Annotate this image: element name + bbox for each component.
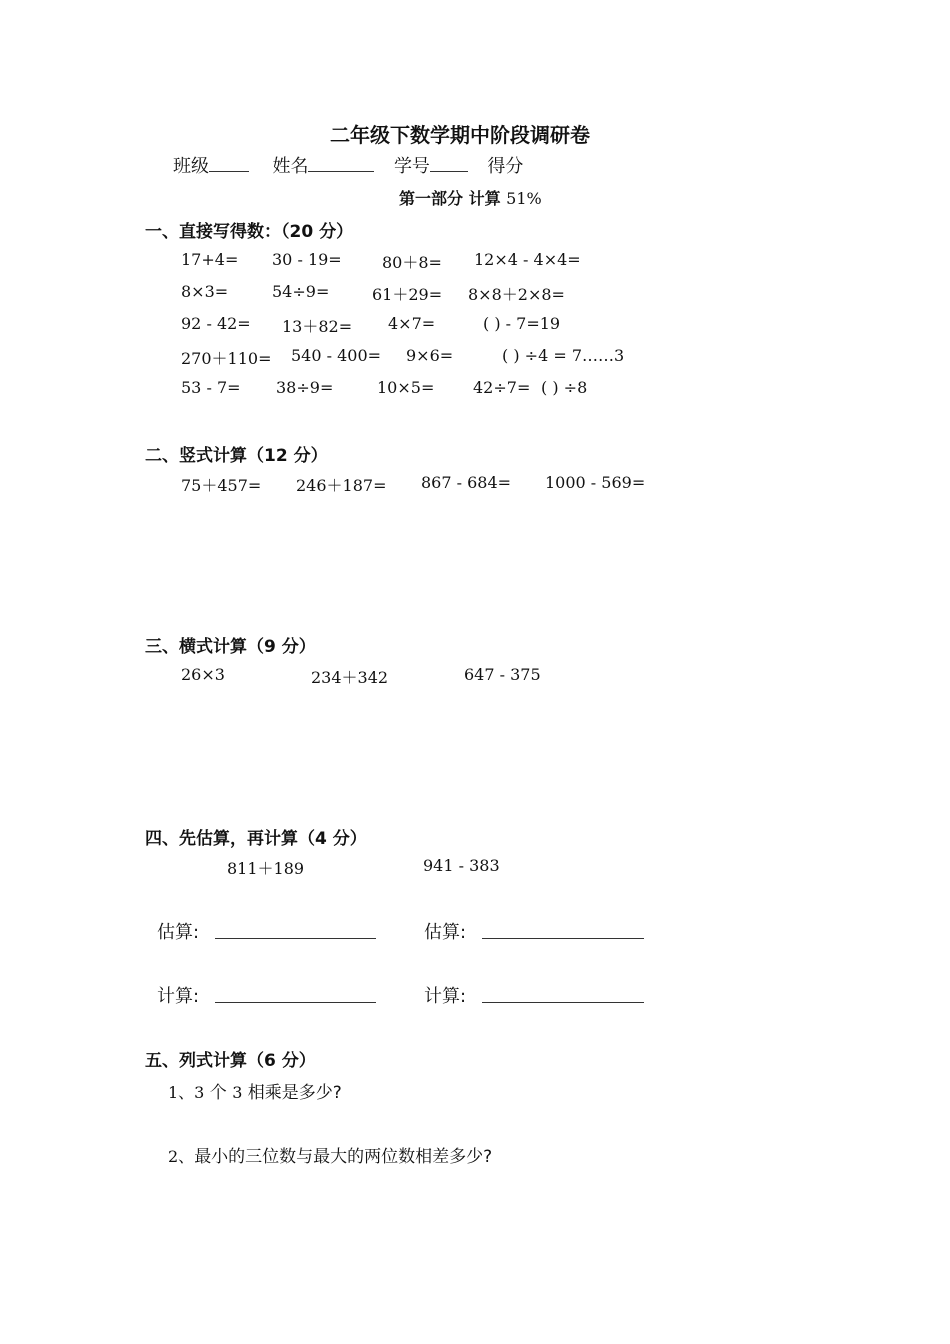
estimate-row-1 [157,918,199,944]
compute-label-1: 计算: [157,986,200,1007]
s1-r5-c3: 10×5= [377,378,435,397]
s1-r2-c3: 61＋29= [372,285,443,304]
s5-question-1 [168,1078,342,1103]
class-blank[interactable] [209,171,249,172]
estimate-blank-1[interactable] [215,938,376,939]
estimate-label-1: 估算: [157,922,200,943]
s1-r5-c4: 42÷7= [473,378,531,397]
q1-text2: 相乘是多少? [247,1083,342,1103]
estimate-label-2: 估算: [424,922,467,943]
s1-r4-c4[interactable]: ( ) ÷4 = 7……3 [502,346,625,365]
q1-num2: 3 [232,1083,243,1102]
s2-item-1: 75＋457= [181,476,262,495]
class-label: 班级 [173,156,209,177]
compute-row-2 [424,982,466,1008]
q2-num: 2、 [168,1147,195,1166]
s1-r2-c4: 8×8＋2×8= [468,285,565,304]
s3-item-2: 234＋342 [311,668,389,687]
s1-r4-c1: 270＋110= [181,349,272,368]
s1-r2-c1: 8×3= [181,282,229,301]
q1-text: 个 [209,1083,227,1103]
page-title: 二年级下数学期中阶段调研卷 [330,123,590,147]
info-line [173,152,523,178]
s1-r4-c3: 9×6= [406,346,454,365]
s5-question-2 [168,1142,492,1167]
compute-label-2: 计算: [424,986,467,1007]
estimate-row-2 [424,918,466,944]
compute-blank-2[interactable] [482,1002,644,1003]
s4-item-1: 811＋189 [227,859,305,878]
estimate-blank-2[interactable] [482,938,644,939]
s1-r1-c4: 12×4 - 4×4= [474,250,581,269]
s2-item-4: 1000 - 569= [545,473,646,492]
q2-text: 最小的三位数与最大的两位数相差多少? [194,1147,493,1167]
s1-r1-c1: 17+4= [181,250,239,269]
section3-heading: 三、横式计算（9 分） [145,637,316,657]
s1-r4-c2: 540 - 400= [291,346,382,365]
name-label: 姓名 [272,156,309,177]
compute-blank-1[interactable] [215,1002,376,1003]
s2-item-2: 246＋187= [296,476,387,495]
part1-title: 第一部分 计算 [399,189,501,208]
s1-r3-c3: 4×7= [388,314,436,333]
s3-item-1: 26×3 [181,665,225,684]
s1-r3-c4[interactable]: ( ) - 7=19 [483,314,561,333]
section4-heading: 四、先估算，再计算（4 分） [145,829,367,849]
s1-r3-c1: 92 - 42= [181,314,251,333]
score-label: 得分 [487,156,524,177]
name-blank[interactable] [308,171,374,172]
q1-num: 1、3 [168,1083,205,1102]
compute-row-1 [157,982,199,1008]
s1-r5-c1: 53 - 7= [181,378,241,397]
s4-item-2: 941 - 383 [423,856,500,875]
s2-item-3: 867 - 684= [421,473,512,492]
s1-r5-c5[interactable]: ( ) ÷8 [541,378,588,397]
s1-r5-c2: 38÷9= [276,378,334,397]
id-blank[interactable] [430,171,468,172]
s1-r3-c2: 13＋82= [282,317,353,336]
part1-percent: 51% [506,189,542,208]
part1-heading [399,186,542,209]
s3-item-3: 647 - 375 [464,665,541,684]
s1-r1-c2: 30 - 19= [272,250,342,269]
s1-r1-c3: 80＋8= [382,253,442,272]
s1-r2-c2: 54÷9= [272,282,330,301]
id-label: 学号 [393,156,430,177]
section2-heading: 二、竖式计算（12 分） [145,446,328,466]
section1-heading: 一、直接写得数：（20 分） [145,222,354,242]
section5-heading: 五、列式计算（6 分） [145,1051,316,1071]
